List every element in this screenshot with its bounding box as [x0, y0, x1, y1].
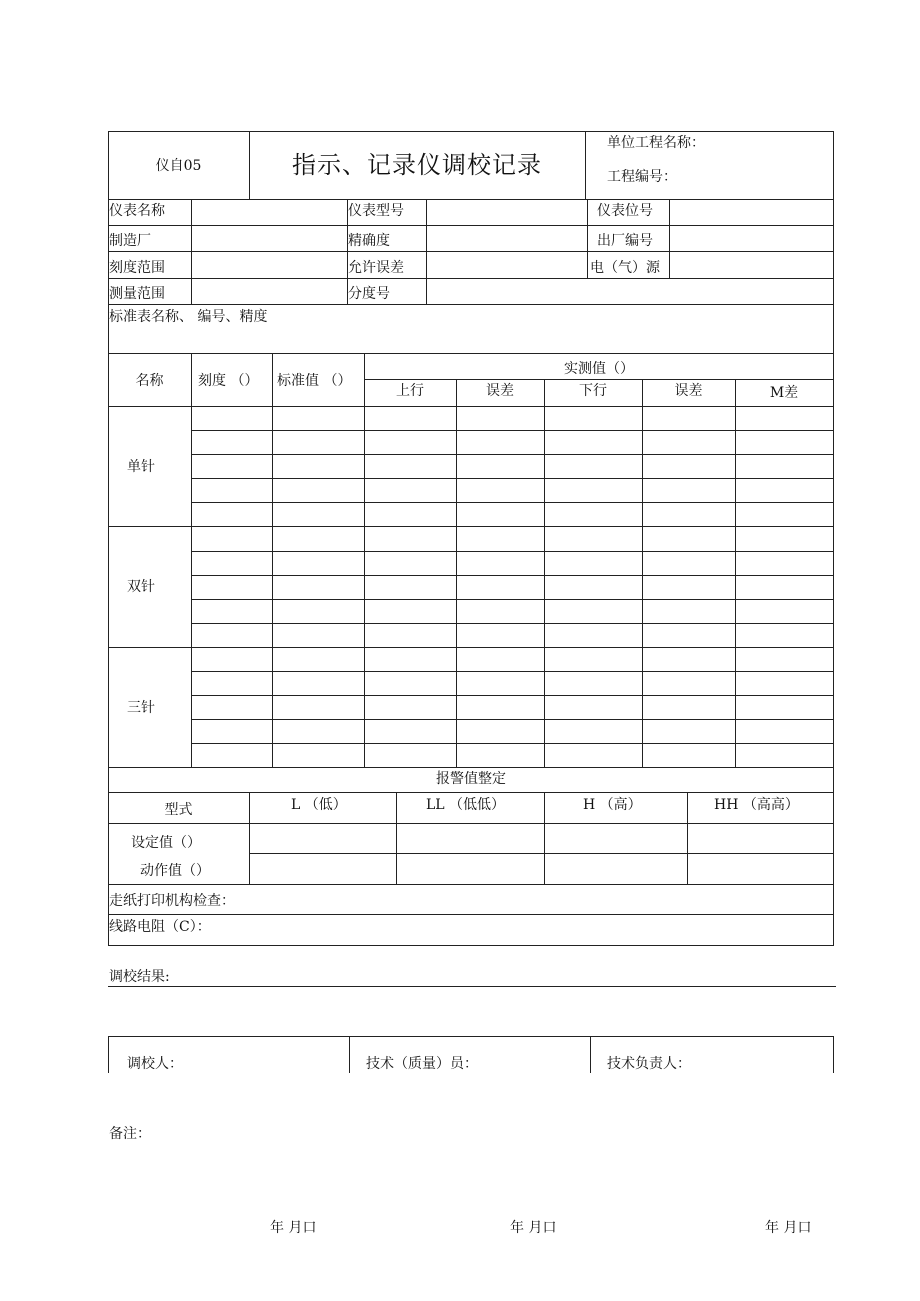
col-scale-header: 刻度 （） [198, 373, 259, 389]
measure-range-label: 测量范围 [109, 286, 165, 302]
instrument-tag-label: 仪表位号 [597, 203, 653, 219]
alarm-type-label: 型式 [164, 802, 193, 818]
row-line [191, 623, 834, 624]
date-quality: 年 月口 [510, 1220, 557, 1236]
group-double-needle: 双针 [127, 579, 155, 595]
project-no-label: 工程编号： [607, 169, 677, 185]
signature-vline [349, 1036, 350, 1073]
form-code: 仪自05 [155, 158, 202, 174]
info-vline-4 [587, 199, 588, 278]
tech-lead-label: 技术负责人： [607, 1056, 691, 1072]
alarm-row-line [249, 853, 834, 854]
group-divider [108, 526, 834, 527]
col-standard-header: 标准值 （） [277, 373, 352, 389]
header-bottom-line [108, 199, 834, 200]
info-vline-5 [669, 199, 670, 278]
result-underline [108, 986, 836, 987]
form-bottom-border [108, 945, 834, 946]
row-line [191, 454, 834, 455]
col-line-7 [735, 379, 736, 768]
row-line [191, 599, 834, 600]
row-line [191, 502, 834, 503]
col-return-header: M差 [769, 385, 799, 401]
measured-group-header: 实测值（） [564, 361, 634, 377]
col-down-header: 下行 [579, 383, 607, 399]
col-down-error-header: 误差 [674, 383, 703, 399]
factory-no-label: 出厂编号 [597, 233, 653, 249]
date-calibrator: 年 月口 [270, 1220, 317, 1236]
accuracy-label: 精确度 [348, 233, 390, 249]
info-vline-1 [191, 199, 192, 304]
action-value-label: 动作值（） [140, 863, 210, 879]
table-bottom [108, 767, 834, 768]
set-value-label: 设定值（） [131, 835, 201, 851]
row-line [191, 430, 834, 431]
group-triple-needle: 三针 [127, 700, 155, 716]
standard-meter-label: 标准表名称、 编号、精度 [109, 309, 268, 325]
col-up-error-header: 误差 [486, 383, 514, 399]
check-line [108, 914, 834, 915]
signature-vline [108, 1036, 109, 1073]
result-label: 调校结果: [109, 969, 170, 985]
manufacturer-label: 制造厂 [109, 233, 151, 249]
instrument-model-label: 仪表型号 [348, 203, 404, 219]
alarm-vline-4 [687, 792, 688, 884]
row-line [191, 575, 834, 576]
info-vline-3 [426, 199, 427, 304]
alarm-vline-3 [544, 792, 545, 884]
unit-project-label: 单位工程名称： [607, 135, 705, 151]
quality-label: 技术（质量）员： [366, 1056, 478, 1072]
scale-range-label: 刻度范围 [109, 260, 165, 276]
col-line-2 [272, 353, 273, 768]
division-label: 分度号 [348, 286, 390, 302]
row-line [191, 478, 834, 479]
info-line-4 [108, 304, 834, 305]
alarm-lowlow: LL （低低） [426, 797, 506, 813]
alarm-bottom [108, 884, 834, 885]
standard-row-bottom [108, 353, 834, 354]
row-line [191, 719, 834, 720]
calibrator-label: 调校人： [127, 1056, 183, 1072]
col-name-header: 名称 [135, 373, 164, 389]
date-tech-lead: 年 月口 [765, 1220, 812, 1236]
allowed-error-label: 允许误差 [348, 260, 404, 276]
col-line-4 [456, 379, 457, 768]
row-line [191, 551, 834, 552]
signature-vline [590, 1036, 591, 1073]
info-line-3 [108, 278, 834, 279]
alarm-title-bottom [108, 792, 834, 793]
col-up-header: 上行 [396, 383, 424, 399]
top-border [108, 131, 834, 132]
alarm-header-bottom [108, 823, 834, 824]
header-divider-2 [585, 131, 586, 199]
col-line-6 [642, 379, 643, 768]
info-line-1 [108, 225, 834, 226]
row-line [191, 695, 834, 696]
signature-top [108, 1036, 834, 1037]
group-single-needle: 单针 [127, 459, 155, 475]
col-line-3 [364, 353, 365, 768]
paper-feed-check: 走纸打印机构检查： [109, 893, 235, 909]
line-resistance: 线路电阻（C）： [109, 919, 211, 935]
row-line [191, 743, 834, 744]
group-divider [108, 647, 834, 648]
signature-vline [833, 1036, 834, 1073]
remark-label: 备注： [109, 1126, 151, 1142]
alarm-title: 报警值整定 [436, 771, 506, 787]
alarm-highhigh: HH （高高） [714, 797, 799, 813]
instrument-name-label: 仪表名称 [109, 203, 165, 219]
measured-subheader-line [364, 379, 834, 380]
page-title: 指示、记录仪调校记录 [292, 151, 542, 179]
col-line-1 [191, 353, 192, 768]
alarm-low: L （低） [291, 797, 347, 813]
info-line-2 [108, 251, 834, 252]
table-header-bottom [108, 406, 834, 407]
alarm-vline-2 [396, 792, 397, 884]
row-line [191, 671, 834, 672]
alarm-vline-1 [249, 792, 250, 884]
alarm-high: H （高） [583, 797, 642, 813]
col-line-5 [544, 379, 545, 768]
power-source-label: 电（气）源 [590, 260, 660, 276]
